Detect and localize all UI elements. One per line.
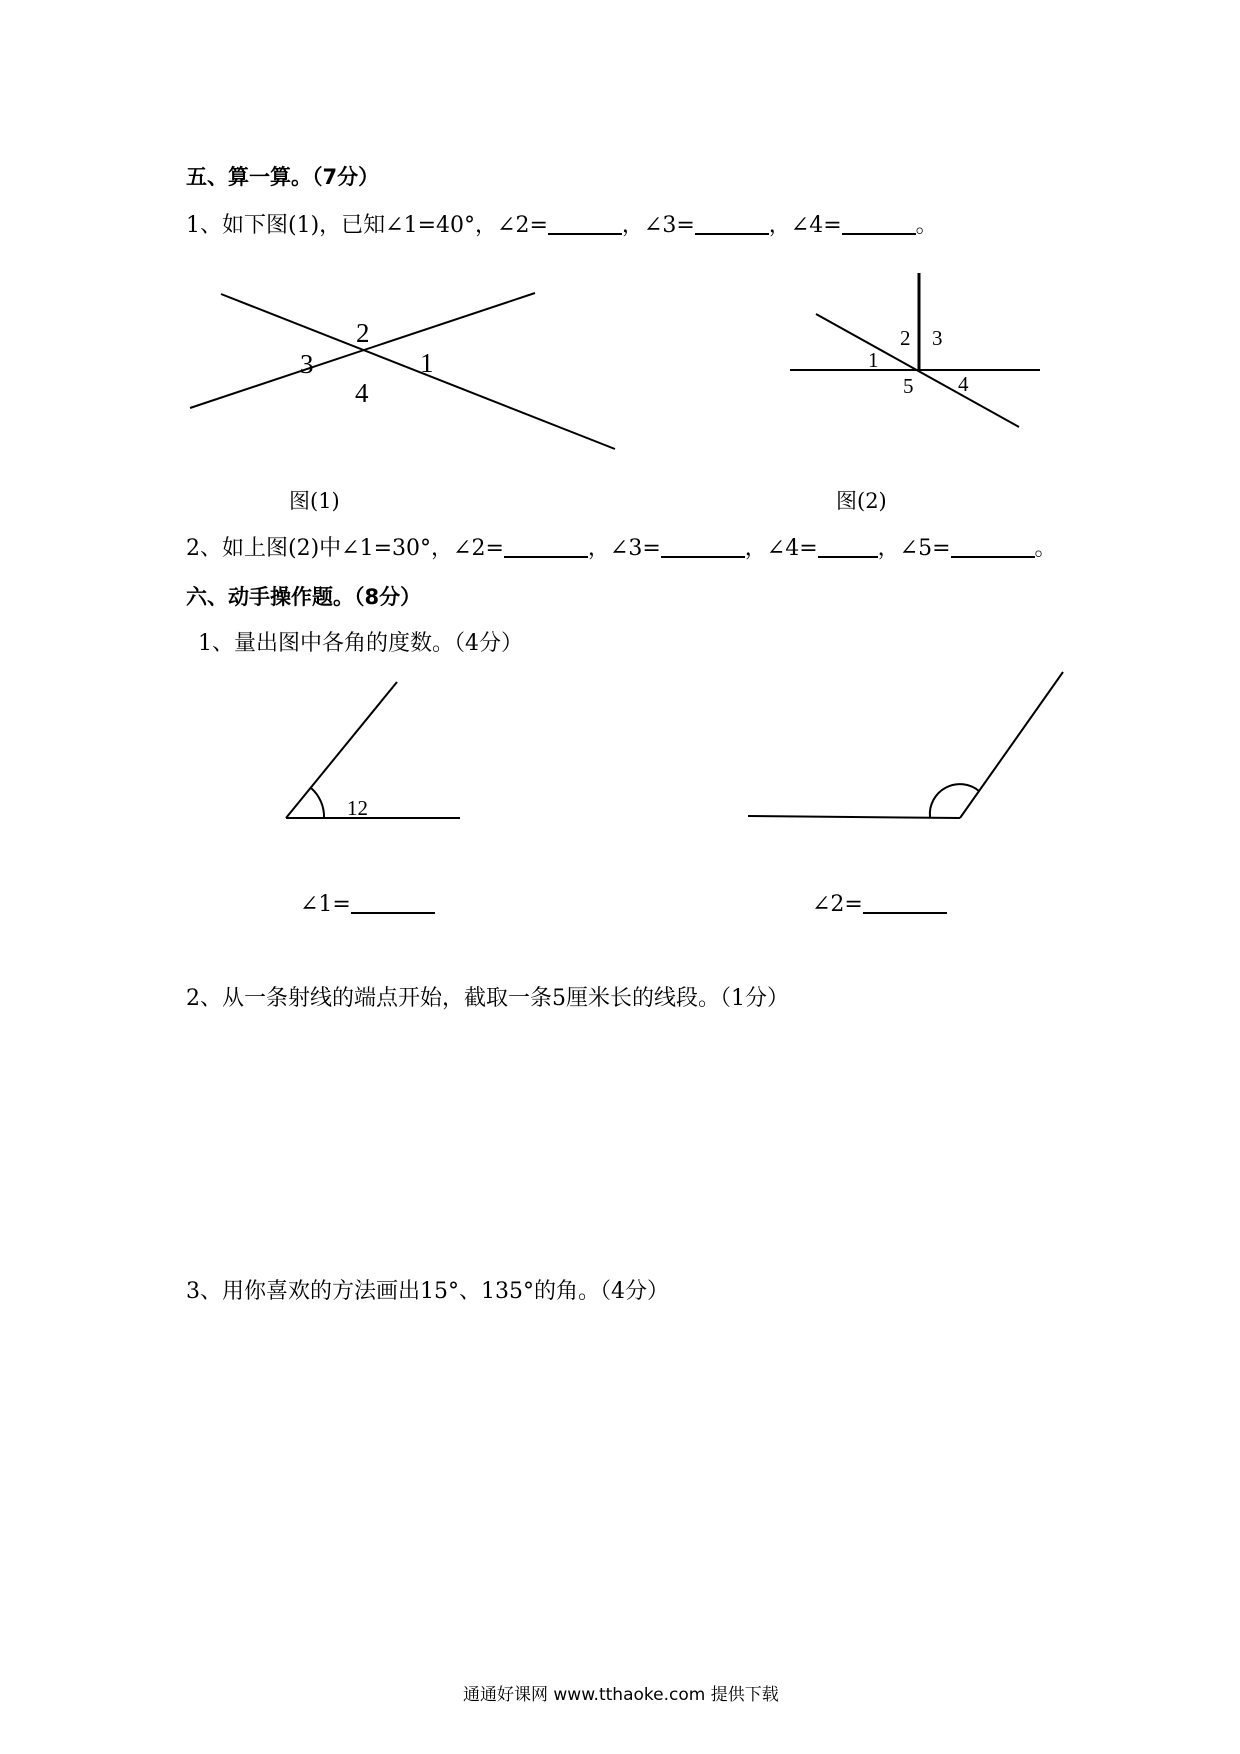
figure1-line-a (221, 294, 615, 449)
section6-question1: 1、量出图中各角的度数。（4分） (198, 631, 523, 656)
angle1-label: 12 (347, 796, 368, 820)
q2-sep3: ，∠5= (877, 536, 951, 561)
fig1-label-1: 1 (420, 348, 434, 378)
fig2-label-4: 4 (958, 372, 969, 396)
q1-sep1: ，∠3= (621, 213, 695, 238)
figure1-caption: 图(1) (289, 489, 340, 513)
fig1-label-4: 4 (355, 378, 369, 408)
q2-sep1: ，∠3= (587, 536, 661, 561)
fig1-label-3: 3 (300, 349, 314, 379)
section5-heading: 五、算一算。（7分） (186, 165, 380, 189)
angle2-diagram (748, 672, 1063, 818)
figure1-diagram (190, 293, 615, 449)
q1-sep2: ，∠4= (768, 213, 842, 238)
q2-sep2: ，∠4= (744, 536, 818, 561)
fig2-label-3: 3 (932, 326, 943, 350)
angle1-answer (300, 891, 435, 919)
angle1-slanted-ray (286, 682, 397, 818)
angle1-arc (311, 788, 324, 818)
fig2-label-5: 5 (903, 374, 914, 398)
q2-blank-angle3[interactable] (661, 536, 745, 558)
angle2-answer (812, 891, 947, 919)
angle1-answer-label: ∠1= (300, 892, 351, 917)
q1-prefix: 1、如下图(1)，已知∠1=40°，∠2= (186, 213, 548, 238)
figure2-diagram (790, 273, 1040, 427)
angle1-answer-blank[interactable] (351, 892, 435, 914)
angle2-answer-blank[interactable] (863, 892, 947, 914)
angle2-horizontal-ray (748, 816, 960, 818)
q2-end: 。 (1034, 536, 1057, 561)
section6-question3: 3、用你喜欢的方法画出15°、135°的角。（4分） (186, 1279, 669, 1304)
figure2-caption: 图(2) (836, 489, 887, 513)
q2-blank-angle2[interactable] (504, 536, 588, 558)
section6-question2: 2、从一条射线的端点开始，截取一条5厘米长的线段。（1分） (186, 986, 789, 1011)
q2-blank-angle4[interactable] (818, 536, 878, 558)
angle1-diagram (286, 682, 460, 820)
section5-question2 (186, 535, 1057, 563)
section6-heading: 六、动手操作题。（8分） (186, 585, 422, 609)
angle2-slanted-ray (960, 672, 1063, 818)
q2-blank-angle5[interactable] (951, 536, 1035, 558)
q1-end: 。 (915, 213, 938, 238)
footer-credit: 通通好课网 www.tthaoke.com 提供下载 (463, 1685, 779, 1705)
fig2-label-2: 2 (900, 326, 911, 350)
q2-prefix: 2、如上图(2)中∠1=30°，∠2= (186, 536, 504, 561)
angle2-answer-label: ∠2= (812, 892, 863, 917)
fig1-label-2: 2 (356, 318, 370, 348)
fig2-label-1: 1 (868, 348, 879, 372)
